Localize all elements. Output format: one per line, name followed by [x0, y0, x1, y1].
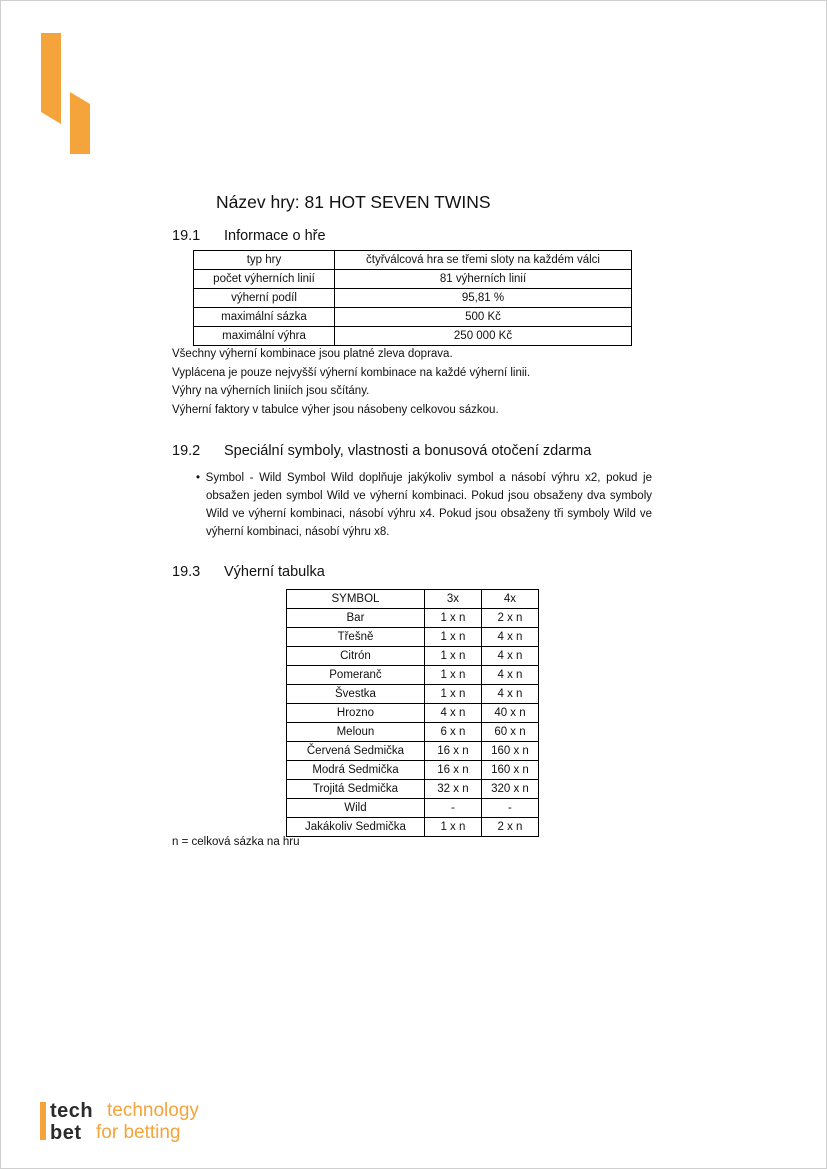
- payout-cell: 4 x n: [481, 685, 538, 704]
- table-row: [194, 327, 632, 346]
- brand-mark-icon: [40, 33, 92, 155]
- section-heading-paytable: [172, 564, 325, 580]
- section-label: Informace o hře: [224, 228, 326, 244]
- payout-cell: 32 x n: [424, 780, 481, 799]
- info-key: maximální výhra: [194, 327, 335, 346]
- info-value: 250 000 Kč: [335, 327, 632, 346]
- table-row: [287, 780, 539, 799]
- info-value: 500 Kč: [335, 308, 632, 327]
- note-line: Výherní faktory v tabulce výher jsou násobeny celkovou sázkou.: [172, 403, 499, 416]
- symbol-cell: Švestka: [287, 685, 425, 704]
- table-row: [287, 704, 539, 723]
- section-number: 19.1: [172, 228, 201, 244]
- symbol-cell: Modrá Sedmička: [287, 761, 425, 780]
- payout-cell: 1 x n: [424, 666, 481, 685]
- info-notes: [172, 345, 530, 419]
- table-row: [194, 251, 632, 270]
- symbol-cell: Červená Sedmička: [287, 742, 425, 761]
- payout-cell: 1 x n: [424, 685, 481, 704]
- payout-cell: 1 x n: [424, 628, 481, 647]
- table-row: [287, 647, 539, 666]
- payout-cell: 1 x n: [424, 647, 481, 666]
- wild-symbol-description: [192, 469, 652, 541]
- table-row: [194, 308, 632, 327]
- symbol-cell: Citrón: [287, 647, 425, 666]
- section-number: 19.2: [172, 443, 201, 459]
- info-key: maximální sázka: [194, 308, 335, 327]
- symbol-cell: Wild: [287, 799, 425, 818]
- note-line: Vyplácena je pouze nejvyšší výherní kombinace na každé výherní linii.: [172, 366, 531, 379]
- section-label: Výherní tabulka: [224, 564, 325, 580]
- payout-cell: 2 x n: [481, 609, 538, 628]
- payout-cell: -: [424, 799, 481, 818]
- table-row: [287, 685, 539, 704]
- footnote: n = celková sázka na hru: [172, 836, 300, 848]
- payout-cell: 2 x n: [481, 818, 538, 837]
- info-value: 95,81 %: [335, 289, 632, 308]
- payout-cell: -: [481, 799, 538, 818]
- column-header: 3x: [424, 590, 481, 609]
- table-row: [287, 723, 539, 742]
- payout-cell: 320 x n: [481, 780, 538, 799]
- payout-cell: 16 x n: [424, 742, 481, 761]
- table-row: [194, 289, 632, 308]
- info-key: výherní podíl: [194, 289, 335, 308]
- bullet-text: • Symbol - Wild Symbol Wild doplňuje jakýkoliv symbol a násobí výhru x2, pokud je obsažen jeden symbol Wild ve výherní kombinaci. Pokud jsou obsaženy dva symboly Wild ve výherní kombinaci, násobí výhru x4. Pokud jsou obsaženy tři symboly Wild ve výherní kombinaci, násobí výhru x8.: [196, 472, 652, 538]
- section-heading-info: [172, 228, 326, 244]
- table-header-row: [287, 590, 539, 609]
- symbol-cell: Třešně: [287, 628, 425, 647]
- column-header: 4x: [481, 590, 538, 609]
- section-number: 19.3: [172, 564, 201, 580]
- page-title: Název hry: 81 HOT SEVEN TWINS: [216, 192, 491, 212]
- section-heading-special: [172, 443, 591, 459]
- table-row: [287, 818, 539, 837]
- payout-cell: 6 x n: [424, 723, 481, 742]
- info-key: typ hry: [194, 251, 335, 270]
- info-key: počet výherních linií: [194, 270, 335, 289]
- payout-cell: 4 x n: [481, 628, 538, 647]
- payout-cell: 40 x n: [481, 704, 538, 723]
- payout-cell: 1 x n: [424, 818, 481, 837]
- brand-tagline-2: for betting: [96, 1122, 181, 1143]
- info-value: čtyřválcová hra se třemi sloty na každém válci: [335, 251, 632, 270]
- table-row: [287, 742, 539, 761]
- payout-cell: 4 x n: [424, 704, 481, 723]
- symbol-cell: Hrozno: [287, 704, 425, 723]
- payout-cell: 4 x n: [481, 647, 538, 666]
- table-row: [287, 628, 539, 647]
- payout-cell: 1 x n: [424, 609, 481, 628]
- symbol-cell: Meloun: [287, 723, 425, 742]
- payout-cell: 4 x n: [481, 666, 538, 685]
- table-row: [287, 666, 539, 685]
- column-header: SYMBOL: [287, 590, 425, 609]
- symbol-cell: Bar: [287, 609, 425, 628]
- brand-tagline-1: technology: [107, 1100, 199, 1121]
- note-line: Všechny výherní kombinace jsou platné zleva doprava.: [172, 348, 453, 360]
- brand-bar-icon: [40, 1102, 46, 1140]
- symbol-cell: Jakákoliv Sedmička: [287, 818, 425, 837]
- symbol-cell: Pomeranč: [287, 666, 425, 685]
- brand-word-bet: bet: [50, 1122, 82, 1144]
- symbol-cell: Trojitá Sedmička: [287, 780, 425, 799]
- payout-cell: 16 x n: [424, 761, 481, 780]
- game-info-table: [193, 250, 632, 346]
- table-row: [287, 761, 539, 780]
- paytable: [286, 589, 539, 837]
- payout-cell: 60 x n: [481, 723, 538, 742]
- table-row: [287, 799, 539, 818]
- payout-cell: 160 x n: [481, 761, 538, 780]
- payout-cell: 160 x n: [481, 742, 538, 761]
- note-line: Výhry na výherních liniích jsou sčítány.: [172, 385, 370, 397]
- table-row: [287, 609, 539, 628]
- table-row: [194, 270, 632, 289]
- section-label: Speciální symboly, vlastnosti a bonusová otočení zdarma: [224, 443, 592, 459]
- brand-word-tech: tech: [50, 1100, 94, 1122]
- brand-logo: [40, 1099, 240, 1145]
- info-value: 81 výherních linií: [335, 270, 632, 289]
